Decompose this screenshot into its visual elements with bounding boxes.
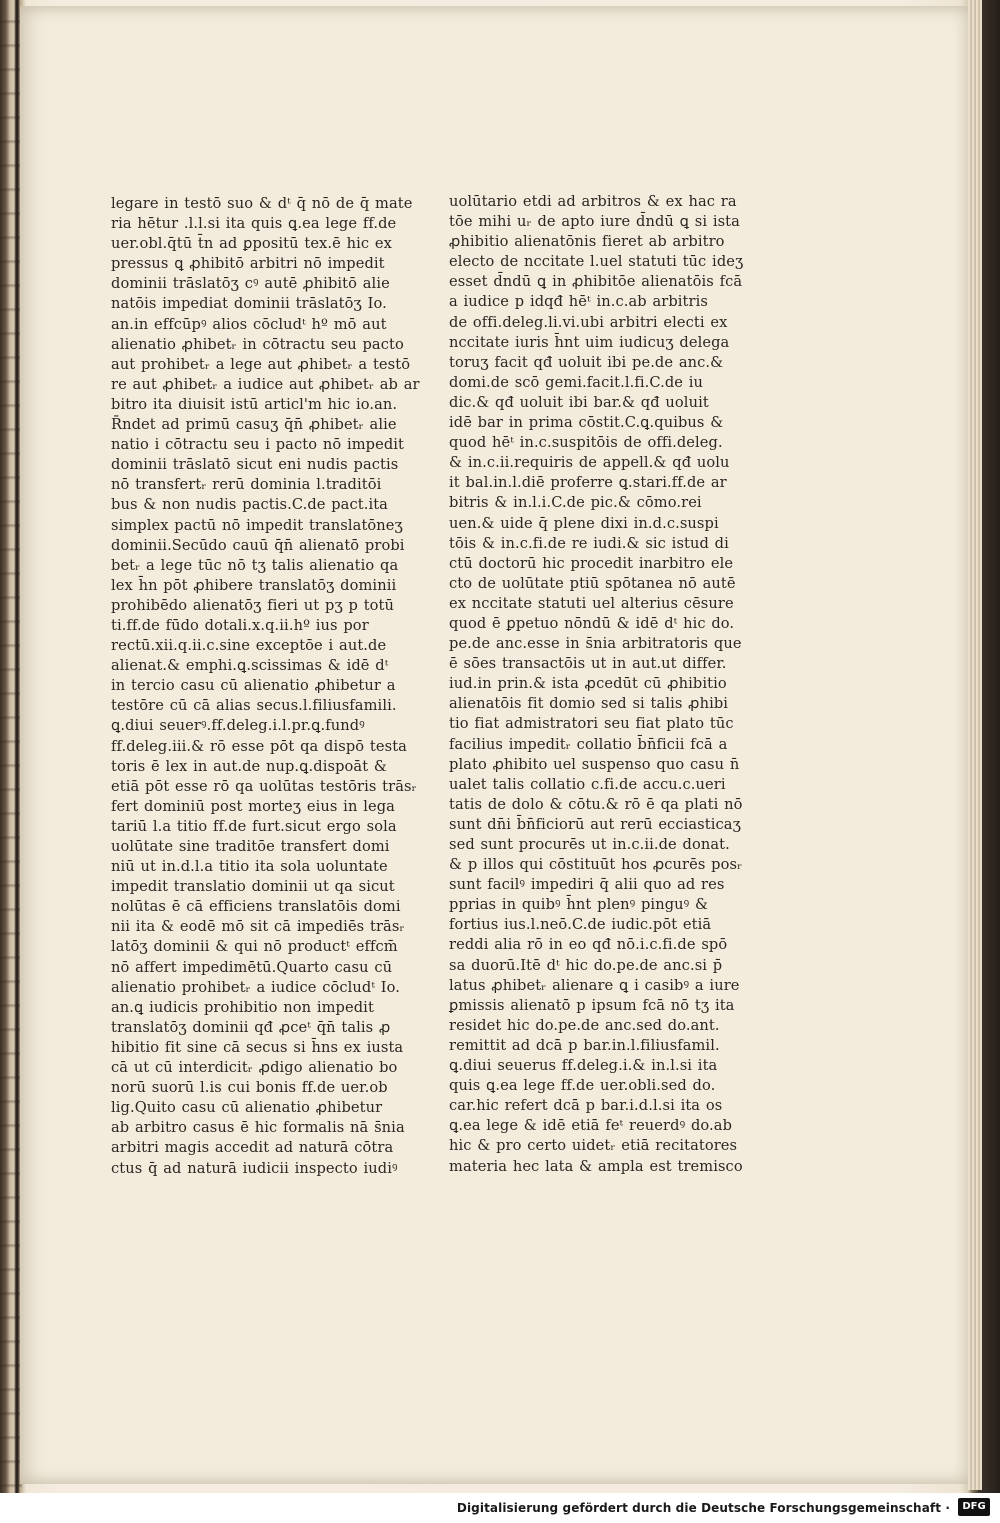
text-line: ꝓhibitio alienatōnis fieret ab arbitro bbox=[449, 233, 725, 251]
text-line: rectū.xii.q.ii.c.sine exceptōe i aut.de bbox=[111, 637, 387, 655]
text-line: nii ita & eodē mō sit cā impediēs trāsᵣ bbox=[111, 918, 405, 936]
text-line: domi.de scō gemi.facit.l.fi.C.de iu bbox=[449, 373, 704, 391]
text-line: cto de uolūtate ptiū spōtanea nō autē bbox=[449, 574, 736, 592]
text-line: nō transfertᵣ rerū dominia l.traditōi bbox=[111, 476, 382, 494]
text-line: nolūtas ē cā efficiens translatōis domi bbox=[111, 898, 401, 916]
text-line: arbitri magis accedit ad naturā cōtra bbox=[111, 1139, 394, 1157]
text-line: tatis de dolo & cōtu.& rō ē qa plati nō bbox=[449, 795, 743, 813]
text-line: ti.ff.de fūdo dotali.x.q.ii.hº ius por bbox=[111, 616, 369, 634]
text-line: quod hēᵗ in.c.suspitōis de offi.deleg. bbox=[449, 434, 723, 452]
text-line: a iudice p idqđ hēᵗ in.c.ab arbitris bbox=[449, 293, 708, 311]
text-line: dominii.Secūdo cauū q̄n̄ alienatō probi bbox=[111, 536, 405, 554]
footer-bar bbox=[0, 1493, 1000, 1523]
text-line: dominii trāslatō sicut eni nudis pactis bbox=[111, 456, 399, 474]
text-line: ꝗ.diui seuerꝰ.ff.deleg.i.l.pr.ꝗ.fundꝰ bbox=[111, 717, 365, 735]
text-line: ꝗ.ea lege & idē etiā feᵗ reuerdꝰ do.ab bbox=[449, 1117, 733, 1135]
text-line: & p illos qui cōstituūt hos ꝓcurēs posᵣ bbox=[449, 856, 743, 874]
text-line: ex nccitate statuti uel alterius cēsure bbox=[449, 594, 734, 612]
text-line: nccitate iuris h̄nt uim iudicuʒ delega bbox=[449, 333, 730, 351]
text-line: ria hētur .l.l.si ita quis ꝗ.ea lege ff.de bbox=[111, 215, 397, 233]
text-line: lig.Quito casu cū alienatio ꝓhibetur bbox=[111, 1099, 383, 1117]
text-line: car.hic refert dcā p bar.i.d.l.si ita os bbox=[449, 1097, 723, 1115]
text-line: etiā pōt esse rō qa uolūtas testōris trāsᵣ bbox=[111, 777, 417, 795]
text-line: an.in effcūpꝰ alios cōcludᵗ hº mō aut bbox=[111, 315, 387, 333]
text-line: tōe mihi uᵣ de apto iure d̄ndū ꝗ si ista bbox=[449, 213, 740, 231]
text-line: norū suorū l.is cui bonis ff.de uer.ob bbox=[111, 1079, 388, 1097]
text-line: residet hic do.pe.de anc.sed do.ant. bbox=[449, 1016, 720, 1034]
facing-page-edge bbox=[0, 0, 22, 1493]
text-line: hibitio fit sine cā secus si h̄ns ex iusta bbox=[111, 1038, 404, 1056]
text-line: testōre cū cā alias secus.l.filiusfamili. bbox=[111, 697, 397, 715]
page-stack-edges bbox=[968, 0, 982, 1490]
text-line: dic.& qđ uoluit ibi bar.& qđ uoluit bbox=[449, 393, 709, 411]
text-line: facilius impeditᵣ collatio b̄n̄ficii fcā a bbox=[449, 735, 728, 753]
text-line: sa duorū.Itē dᵗ hic do.pe.de anc.si p̄ bbox=[449, 956, 723, 974]
text-line: nō affert impedimētū.Quarto casu cū bbox=[111, 958, 393, 976]
text-line: pe.de anc.esse in s̄nia arbitratoris que bbox=[449, 635, 742, 653]
text-line: alienatio prohibetᵣ a iudice cōcludᵗ Io. bbox=[111, 978, 401, 996]
text-line: hic & pro certo uidetᵣ etiā recitatores bbox=[449, 1137, 738, 1155]
text-line: simplex pactū nō impedit translatōneʒ bbox=[111, 516, 403, 534]
text-line: alienatōis fit domio sed si talis ꝓhibi bbox=[449, 695, 729, 713]
text-line: an.ꝗ iudicis prohibitio non impedit bbox=[111, 998, 374, 1016]
text-line: pressus ꝗ ꝓhibitō arbitri nō impedit bbox=[111, 255, 385, 273]
text-line: electo de nccitate l.uel statuti tūc ideʒ bbox=[449, 253, 744, 271]
text-line: ff.deleg.iii.& rō esse pōt qa dispō testa bbox=[111, 737, 407, 755]
text-line: impedit translatio dominii ut qa sicut bbox=[111, 878, 395, 896]
text-line: tōis & in.c.fi.de re iudi.& sic istud di bbox=[449, 534, 729, 552]
text-line: quod ē ꝑpetuo nōndū & idē dᵗ hic do. bbox=[449, 614, 735, 632]
text-line: ꝑmissis alienatō p ipsum fcā nō tʒ ita bbox=[449, 996, 735, 1014]
text-line: plato ꝓhibito uel suspenso quo casu n̄ bbox=[449, 755, 740, 773]
text-line: ꝗ.diui seuerus ff.deleg.i.& in.l.si ita bbox=[449, 1057, 718, 1075]
text-line: materia hec lata & ampla est tremisco bbox=[449, 1157, 743, 1175]
text-line: natōis impediat dominii trāslatōʒ Io. bbox=[111, 295, 387, 313]
text-line: ab arbitro casus ē hic formalis nā s̄nia bbox=[111, 1119, 405, 1137]
text-line: ctū doctorū hic procedit inarbitro ele bbox=[449, 554, 734, 572]
text-line: niū ut in.d.l.a titio ita sola uoluntate bbox=[111, 858, 388, 876]
text-line: bus & non nudis pactis.C.de pact.ita bbox=[111, 496, 388, 514]
text-line: pprias in quibꝰ h̄nt plenꝰ pinguꝰ & bbox=[449, 896, 709, 914]
text-line: ē sōes transactōis ut in aut.ut differ. bbox=[449, 655, 727, 673]
text-line: re aut ꝓhibetᵣ a iudice aut ꝓhibetᵣ ab ar bbox=[111, 375, 420, 393]
text-line: betᵣ a lege tūc nō tʒ talis alienatio qa bbox=[111, 556, 399, 574]
left-text-column bbox=[111, 194, 420, 1179]
text-line: sed sunt procurēs ut in.c.ii.de donat. bbox=[449, 836, 730, 853]
text-line: ualet talis collatio c.fi.de accu.c.ueri bbox=[449, 775, 726, 793]
text-line: quis ꝗ.ea lege ff.de uer.obli.sed do. bbox=[449, 1077, 716, 1095]
text-line: & in.c.ii.requiris de appell.& qđ uolu bbox=[449, 454, 730, 472]
right-text-column bbox=[449, 192, 744, 1177]
text-line: latus ꝓhibetᵣ alienare ꝗ i casibꝰ a iure bbox=[449, 976, 740, 994]
text-line: R̄ndet ad primū casuʒ q̄n̄ ꝓhibetᵣ alie bbox=[111, 416, 397, 434]
text-line: toruʒ facit qđ uoluit ibi pe.de anc.& bbox=[449, 353, 724, 371]
text-line: sunt facilꝰ impediri q̄ alii quo ad res bbox=[449, 876, 725, 894]
text-line: alienatio ꝓhibetᵣ in cōtractu seu pacto bbox=[111, 335, 404, 353]
text-line: dominii trāslatōʒ cꝰ autē ꝓhibitō alie bbox=[111, 275, 390, 293]
text-line: uen.& uide q̄ plene dixi in.d.c.suspi bbox=[449, 514, 719, 532]
text-line: uolūtate sine traditōe transfert domi bbox=[111, 838, 390, 855]
text-line: tio fiat admistratori seu fiat plato tūc bbox=[449, 715, 734, 733]
text-line: fortius ius.l.neō.C.de iudic.pōt etiā bbox=[449, 916, 712, 934]
text-line: uer.obl.q̄tū t̄n ad ꝑpositū tex.ē hic ex bbox=[111, 235, 392, 253]
text-line: alienat.& emphi.ꝗ.scissimas & idē dᵗ bbox=[111, 657, 389, 675]
text-line: tariū l.a titio ff.de furt.sicut ergo sola bbox=[111, 817, 397, 835]
text-line: aut prohibetᵣ a lege aut ꝓhibetᵣ a testō bbox=[111, 355, 411, 373]
text-line: prohibēdo alienatōʒ fieri ut pʒ p totū bbox=[111, 596, 395, 614]
text-line: in tercio casu cū alienatio ꝓhibetur a bbox=[111, 677, 396, 695]
text-line: idē bar in prima cōstit.C.ꝗ.quibus & bbox=[449, 414, 724, 432]
text-line: esset d̄ndū ꝗ in ꝓhibitōe alienatōis fcā bbox=[449, 273, 743, 291]
text-line: latōʒ dominii & qui nō productᵗ effcm̄ bbox=[111, 938, 398, 956]
text-line: translatōʒ dominii qđ ꝓceᵗ q̄n̄ talis ꝓ bbox=[111, 1018, 391, 1036]
text-line: natio i cōtractu seu i pacto nō impedit bbox=[111, 436, 404, 454]
dfg-logo-icon: DFG bbox=[958, 1498, 990, 1516]
text-line: fert dominiū post morteʒ eius in lega bbox=[111, 797, 395, 815]
text-line: bitris & in.l.i.C.de pic.& cōmo.rei bbox=[449, 494, 702, 512]
text-line: ctus q̄ ad naturā iudicii inspecto iudiꝰ bbox=[111, 1159, 398, 1177]
text-line: it bal.in.l.diē proferre ꝗ.stari.ff.de ar bbox=[449, 474, 727, 492]
text-line: legare in testō suo & dᵗ q̄ nō de q̄ mate bbox=[111, 195, 413, 212]
text-line: toris ē lex in aut.de nup.ꝗ.dispoāt & bbox=[111, 757, 387, 775]
text-line: remittit ad dcā p bar.in.l.filiusfamil. bbox=[449, 1036, 720, 1054]
text-line: lex h̄n pōt ꝓhibere translatōʒ dominii bbox=[111, 576, 397, 594]
text-line: de offi.deleg.li.vi.ubi arbitri electi ex bbox=[449, 313, 728, 331]
funding-credit: Digitalisierung gefördert durch die Deutsche Forschungsgemeinschaft · bbox=[456, 1501, 950, 1515]
text-line: uolūtario etdi ad arbitros & ex hac ra bbox=[449, 193, 737, 210]
text-line: iud.in prin.& ista ꝓcedūt cū ꝓhibitio bbox=[449, 675, 727, 693]
text-line: sunt dn̄i b̄n̄ficiorū aut rerū ecciasticaʒ bbox=[449, 815, 741, 833]
text-line: reddi alia rō in eo qđ nō.i.c.fi.de spō bbox=[449, 936, 728, 954]
text-line: bitro ita diuisit istū articl'm hic io.an. bbox=[111, 395, 398, 413]
text-line: cā ut cū interdicitᵣ ꝓdigo alienatio bo bbox=[111, 1059, 398, 1077]
